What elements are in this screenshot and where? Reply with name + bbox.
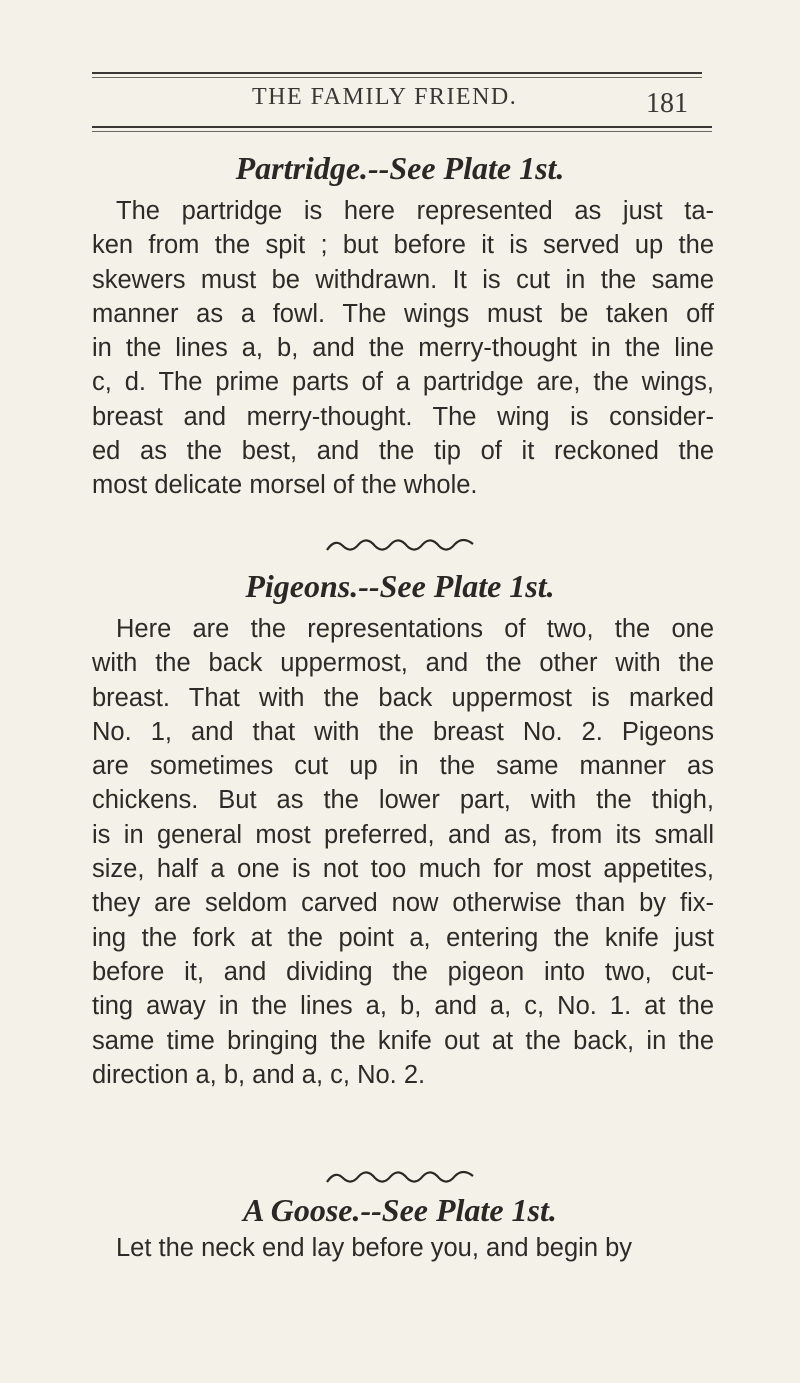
text-line: c, d. The prime parts of a partridge are, the wings, — [92, 368, 714, 397]
header-rule-top — [92, 72, 702, 74]
text-line: manner as a fowl. The wings must be taken off — [92, 299, 714, 328]
text-line: Here are the representations of two, the one — [116, 615, 714, 643]
squiggle-ornament-icon — [325, 1170, 475, 1186]
text-line: breast and merry-thought. The wing is consider- — [92, 402, 714, 431]
paragraph-pigeons — [92, 612, 714, 1092]
text-line: direction a, b, and a, c, No. 2. — [92, 1060, 426, 1089]
text-line: chickens. But as the lower part, with the thigh, — [92, 786, 714, 815]
section-title-pigeons: Pigeons.--See Plate 1st. — [245, 568, 555, 604]
text-line: No. 1, and that with the breast No. 2. Pigeons — [92, 717, 714, 746]
text-line: most delicate morsel of the whole. — [92, 471, 478, 500]
text-line: are sometimes cut up in the same manner as — [92, 752, 714, 781]
text-line: in the lines a, b, and the merry-thought in the line — [92, 334, 714, 363]
text-line: before it, and dividing the pigeon into two, cut- — [92, 957, 714, 986]
text-line: size, half a one is not too much for most appetites, — [92, 855, 714, 884]
text-line: ed as the best, and the tip of it reckoned the — [92, 437, 714, 466]
text-line: breast. That with the back uppermost is marked — [92, 683, 714, 712]
paragraph-partridge — [92, 194, 714, 503]
text-line: same time bringing the knife out at the back, in the — [92, 1026, 714, 1055]
text-line: with the back uppermost, and the other with the — [92, 649, 714, 678]
section-title-goose: A Goose.--See Plate 1st. — [243, 1192, 557, 1228]
ornament-divider — [0, 538, 800, 559]
text-line: ken from the spit ; but before it is served up the — [92, 231, 714, 260]
page-number: 181 — [646, 88, 688, 119]
header-rule-bottom — [92, 126, 712, 128]
text-line: The partridge is here represented as just ta- — [116, 197, 714, 225]
ornament-divider — [0, 1170, 800, 1191]
text-line: skewers must be withdrawn. It is cut in the same — [92, 265, 714, 294]
header-rule-top-thin — [92, 77, 702, 78]
running-head: THE FAMILY FRIEND. — [252, 84, 518, 110]
text-line: they are seldom carved now otherwise than by fix- — [92, 889, 714, 918]
text-line: Let the neck end lay before you, and begin by — [116, 1234, 633, 1262]
section-title-partridge: Partridge.--See Plate 1st. — [235, 150, 565, 186]
squiggle-ornament-icon — [325, 538, 475, 554]
text-line: ting away in the lines a, b, and a, c, No. 1. at the — [92, 992, 714, 1021]
header-rule-bottom-thin — [92, 131, 712, 132]
text-line: ing the fork at the point a, entering the knife just — [92, 923, 714, 952]
text-line: is in general most preferred, and as, from its small — [92, 820, 714, 849]
